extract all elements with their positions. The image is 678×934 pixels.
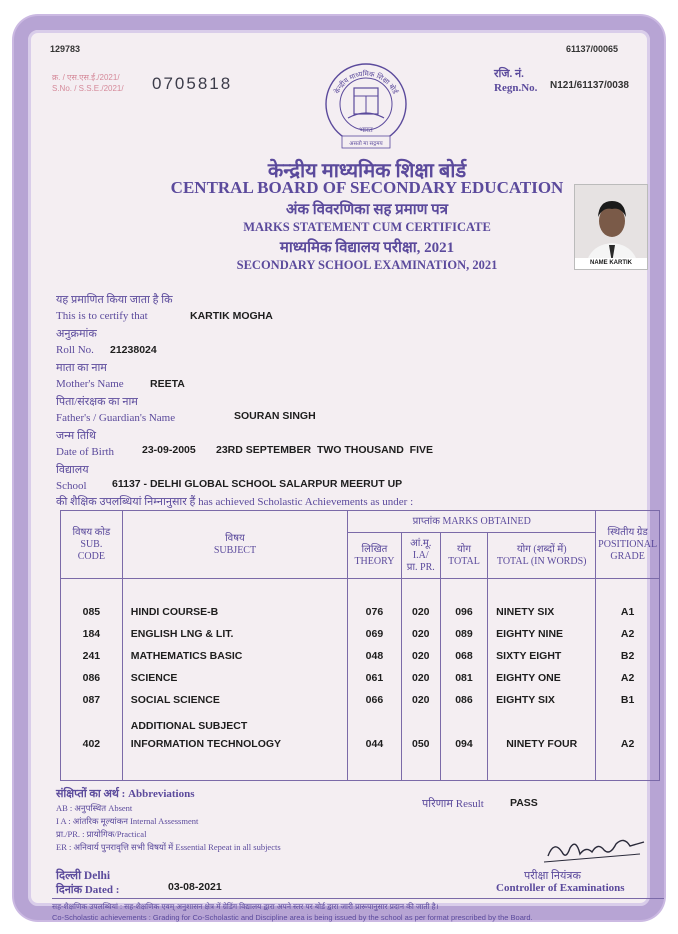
col-subject-hi: विषय (225, 532, 245, 544)
col-ia-hi: आं.मू. (410, 537, 432, 549)
roll-number: 21238024 (110, 344, 157, 356)
col-code-hi: विषय कोड (72, 526, 111, 538)
board-title-hindi: केन्द्रीय माध्यमिक शिक्षा बोर्ड (267, 160, 467, 182)
col-code-en1: SUB. (80, 538, 103, 550)
subject-name: SOCIAL SCIENCE (122, 689, 347, 711)
col-grade-hi: स्थितीय ग्रेड (607, 526, 648, 538)
ia-marks: 020 (401, 601, 440, 623)
achievement-line (56, 496, 413, 508)
place-line (56, 868, 110, 883)
regn-label-hi: रजि. नं. (494, 68, 524, 80)
issue-date: 03-08-2021 (168, 881, 222, 893)
positional-grade: B2 (596, 645, 660, 667)
col-total-en: TOTAL (448, 555, 480, 567)
col-words-en: TOTAL (IN WORDS) (496, 555, 587, 567)
total-in-words: EIGHTY ONE (488, 667, 596, 689)
result-label-hi: परिणाम (422, 798, 453, 810)
total-in-words: EIGHTY NINE (488, 623, 596, 645)
table-row (61, 623, 660, 645)
total-marks: 096 (440, 601, 487, 623)
mother-label-hi: माता का नाम (56, 362, 107, 374)
subject-name: INFORMATION TECHNOLOGY (122, 733, 347, 755)
emblem-bottom-label: भारत (359, 127, 373, 134)
total-in-words: EIGHTY SIX (488, 689, 596, 711)
table-row (61, 601, 660, 623)
dob-value: 23-09-2005 (142, 444, 196, 456)
serial-number: 0705818 (152, 74, 233, 93)
subject-code: 241 (61, 645, 123, 667)
subject-name: ENGLISH LNG & LIT. (122, 623, 347, 645)
certificate-content (50, 44, 678, 934)
positional-grade: A2 (596, 667, 660, 689)
dob-label-hi: जन्म तिथि (56, 430, 96, 442)
document-title-hindi: अंक विवरणिका सह प्रमाण पत्र (286, 202, 448, 218)
ia-marks: 020 (401, 689, 440, 711)
col-code-en2: CODE (77, 550, 105, 562)
table-row (61, 645, 660, 667)
total-marks: 094 (440, 733, 487, 755)
total-in-words: SIXTY EIGHT (488, 645, 596, 667)
certificate-sheet (14, 16, 664, 920)
marks-obtained-en: MARKS OBTAINED (442, 515, 531, 527)
theory-marks: 076 (348, 601, 402, 623)
board-title-english: CENTRAL BOARD OF SECONDARY EDUCATION (170, 178, 564, 197)
emblem-ring-text: केन्द्रीय माध्यमिक शिक्षा बोर्ड (333, 70, 399, 96)
controller-title-hi: परीक्षा नियंत्रक (524, 870, 581, 882)
marks-table (60, 510, 660, 781)
col-ia-en1: I.A/ (412, 549, 429, 561)
footer-line-hi: सह-शैक्षणिक उपलब्धियां : सह-शैक्षणिक एवम् अनुशासन क्षेत्र में ग्रेडिंग विद्यालय द्वारा अपने स्तर पर बोर्ड द्वारा जारी प्रारूपानुसार प्रदान की जाती है। (52, 902, 439, 911)
total-marks: 081 (440, 667, 487, 689)
roll-label-hi: अनुक्रमांक (56, 328, 97, 340)
theory-marks: 048 (348, 645, 402, 667)
positional-grade: B1 (596, 689, 660, 711)
school-value: 61137 - DELHI GLOBAL SCHOOL SALARPUR MEERUT UP (112, 478, 403, 490)
emblem-motto: असतो मा सद्गमय (349, 141, 383, 147)
col-subject-header (122, 511, 347, 579)
mother-name: REETA (150, 378, 185, 390)
marks-obtained-hi: प्राप्तांक (412, 515, 440, 527)
theory-marks: 066 (348, 689, 402, 711)
mother-label-en: Mother's Name (56, 378, 124, 390)
additional-subject-label-row (61, 711, 660, 733)
regn-number: N121/61137/0038 (550, 80, 629, 91)
table-row (61, 733, 660, 755)
achievement-en: has achieved Scholastic Achievements as under : (198, 496, 414, 508)
ia-marks: 050 (401, 733, 440, 755)
ia-marks: 020 (401, 667, 440, 689)
theory-marks: 061 (348, 667, 402, 689)
abbr-essential-repeat: ER : अनिवार्य पुनरावृत्ति सभी विषयों में Essential Repeat in all subjects (56, 842, 281, 852)
city-en: Delhi (83, 870, 111, 882)
exam-title-hindi: माध्यमिक विद्यालय परीक्षा, 2021 (279, 240, 455, 256)
col-words-header (488, 533, 596, 579)
positional-grade: A1 (596, 601, 660, 623)
total-marks: 089 (440, 623, 487, 645)
subject-code: 085 (61, 601, 123, 623)
subject-code: 086 (61, 667, 123, 689)
additional-subject-label: ADDITIONAL SUBJECT (122, 711, 347, 733)
subject-name: HINDI COURSE-B (122, 601, 347, 623)
faint-ref-line-2: S.No. / S.S.E./2021/ (52, 84, 124, 93)
footer-divider (52, 898, 664, 899)
regn-label-en: Regn.No. (494, 82, 538, 94)
ia-marks: 020 (401, 623, 440, 645)
school-label-hi: विद्यालय (56, 464, 89, 476)
abbr-internal-assessment: I A : आंतरिक मूल्यांकन Internal Assessment (56, 816, 199, 826)
father-name: SOURAN SINGH (234, 410, 316, 422)
achievement-hi: की शैक्षिक उपलब्धियां निम्नानुसार हैं (56, 496, 196, 508)
abbr-absent: AB : अनुपस्थित Absent (56, 803, 133, 813)
footer-line-en: Co-Scholastic achievements : Grading for Co-Scholastic and Discipline area is being issued by the school as per format prescribed by the Board. (52, 913, 533, 922)
abbreviations-title-hi: संक्षिप्तों का अर्थ (56, 788, 119, 800)
col-total-header (440, 533, 487, 579)
controller-title-en: Controller of Examinations (496, 882, 625, 894)
student-photo (574, 184, 648, 270)
subject-code: 402 (61, 733, 123, 755)
col-ia-en2: प्रा. PR. (406, 561, 435, 573)
school-label-en: School (56, 480, 87, 492)
col-code-header (61, 511, 123, 579)
col-words-hi: योग (शब्दों में) (516, 543, 567, 555)
col-grade-en2: GRADE (610, 550, 645, 562)
controller-signature (540, 832, 650, 868)
student-name: KARTIK MOGHA (190, 310, 273, 322)
faint-ref-line-1: क्र. / एस.एस.ई./2021/ (52, 73, 120, 82)
positional-grade: A2 (596, 733, 660, 755)
abbr-practical: प्रा./PR. : प्रायोगिक/Practical (56, 829, 147, 839)
dob-words: 23RD SEPTEMBER TWO THOUSAND FIVE (216, 444, 434, 456)
cbse-emblem (318, 58, 414, 154)
certify-label-hi: यह प्रमाणित किया जाता है कि (56, 294, 173, 306)
certify-label-en: This is to certify that (56, 310, 148, 322)
father-label-en: Father's / Guardian's Name (56, 412, 176, 424)
theory-marks: 069 (348, 623, 402, 645)
dated-label (56, 882, 119, 897)
table-row (61, 667, 660, 689)
col-theory-en: THEORY (354, 555, 395, 567)
abbreviations-title (56, 786, 195, 801)
abbreviations-title-en: : Abbreviations (121, 788, 195, 800)
positional-grade: A2 (596, 623, 660, 645)
father-label-hi: पिता/संरक्षक का नाम (56, 396, 138, 408)
col-total-hi: योग (456, 543, 471, 555)
table-row (61, 689, 660, 711)
subject-name: SCIENCE (122, 667, 347, 689)
col-subject-en: SUBJECT (213, 544, 257, 556)
total-in-words: NINETY SIX (488, 601, 596, 623)
marks-table-header-row (61, 511, 660, 533)
roll-label-en: Roll No. (56, 344, 94, 356)
theory-marks: 044 (348, 733, 402, 755)
result-label-en: Result (455, 798, 484, 810)
photo-caption: NAME KARTIK (575, 258, 647, 269)
total-marks: 086 (440, 689, 487, 711)
document-title-english: MARKS STATEMENT CUM CERTIFICATE (243, 220, 491, 234)
city-hi: दिल्ली (56, 870, 82, 882)
total-in-words: NINETY FOUR (488, 733, 596, 755)
total-marks: 068 (440, 645, 487, 667)
svg-text:केन्द्रीय माध्यमिक शिक्षा बोर् (332, 69, 400, 96)
dob-label-en: Date of Birth (56, 446, 115, 458)
top-left-code: 129783 (50, 44, 81, 54)
ia-marks: 020 (401, 645, 440, 667)
subject-code: 087 (61, 689, 123, 711)
result-label (422, 798, 484, 810)
dated-en: Dated : (84, 884, 120, 896)
subject-name: MATHEMATICS BASIC (122, 645, 347, 667)
exam-title-english: SECONDARY SCHOOL EXAMINATION, 2021 (236, 258, 498, 272)
col-ia-header (401, 533, 440, 579)
col-grade-header (596, 511, 660, 579)
col-theory-hi: लिखित (361, 543, 388, 555)
col-grade-en1: POSITIONAL (598, 538, 658, 550)
marks-obtained-header (348, 511, 596, 533)
col-theory-header (348, 533, 402, 579)
dated-hi: दिनांक (56, 884, 83, 896)
result-value: PASS (510, 797, 538, 809)
subject-code: 184 (61, 623, 123, 645)
top-right-code: 61137/00065 (566, 44, 619, 54)
